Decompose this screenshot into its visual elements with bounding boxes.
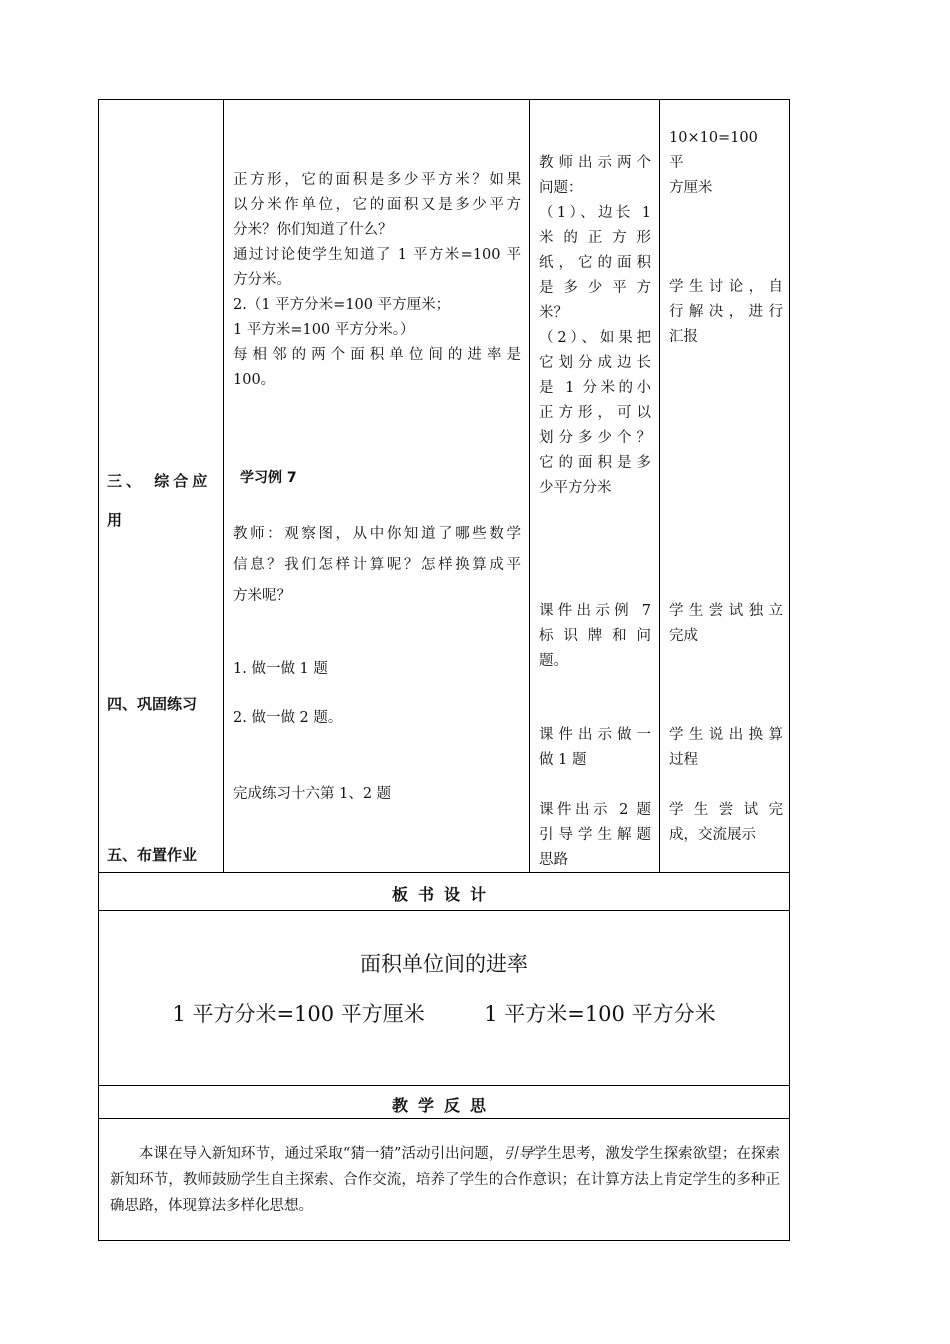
student-line: 成，交流展示 — [669, 827, 756, 843]
teacher-question — [233, 519, 521, 612]
student-line: 过程 — [669, 752, 698, 768]
teacher-line: 标 识 牌 和 问 — [539, 628, 651, 644]
content-line: 方分米。 — [233, 272, 291, 288]
teacher-activity-questions — [539, 151, 651, 501]
homework: 完成练习十六第 1、2 题 — [233, 786, 392, 802]
section-4-title: 四、巩固练习 — [107, 695, 198, 713]
teacher-line: 少平方分米 — [539, 480, 612, 496]
content-line: 方米呢？ — [233, 588, 291, 604]
row-divider — [99, 910, 789, 911]
teaching-reflection-header: 教学反思 — [391, 1096, 496, 1115]
content-line: 100。 — [233, 372, 276, 388]
student-line: 行解决，进行 — [669, 304, 783, 320]
example-title: 学习例 7 — [240, 470, 297, 486]
content-line: 正方形，它的面积是多少平方米？如果 — [233, 172, 521, 188]
teacher-line: （1）、边长 1 — [539, 205, 651, 221]
teacher-line: 米 的 正 方 形 — [539, 230, 651, 246]
teacher-line: 课件出示做一 — [539, 727, 651, 743]
student-line: 完成 — [669, 628, 698, 644]
exercise-1: 1. 做一做 1 题 — [233, 661, 328, 677]
student-activity-complete — [669, 798, 783, 848]
content-line: 分米？你们知道了什么？ — [233, 222, 393, 238]
teacher-line: 课件出示例 7 — [539, 603, 651, 619]
reflection-text — [110, 1141, 780, 1219]
section-3-title-line2: 用 — [107, 511, 123, 529]
content-line: 2.（1 平方分米=100 平方厘米； — [233, 297, 451, 313]
teacher-line: 是 1 分米的小 — [539, 380, 651, 396]
student-line: 学生说出换算 — [669, 727, 783, 743]
student-activity-discuss — [669, 275, 783, 350]
student-line: 学生尝试独立 — [669, 603, 783, 619]
reflection-text-italic: 引导 — [503, 1146, 533, 1162]
content-line: 通过讨论使学生知道了 1 平方米=100 平 — [233, 247, 521, 263]
content-line: 信息？我们怎样计算呢？怎样换算成平 — [233, 557, 521, 573]
board-design-header: 板书设计 — [391, 885, 496, 904]
column-divider — [529, 99, 530, 872]
teacher-line: 它的面积是多 — [539, 455, 651, 471]
teacher-line: 教师出示两个 — [539, 155, 651, 171]
student-calc — [669, 126, 783, 201]
content-line: 以分米作单位，它的面积又是多少平方 — [233, 197, 521, 213]
column-divider — [659, 99, 660, 872]
teacher-line: 是 多 少 平 方 — [539, 280, 651, 296]
board-title: 面积单位间的进率 — [360, 952, 528, 976]
teacher-line: 做 1 题 — [539, 752, 587, 768]
exercise-2: 2. 做一做 2 题。 — [233, 710, 343, 726]
teacher-activity-example — [539, 599, 651, 674]
student-line: 汇报 — [669, 329, 698, 345]
board-formula-1: 1 平方分米=100 平方厘米 — [172, 1002, 425, 1026]
teacher-activity-exercise — [539, 723, 651, 773]
teacher-activity-homework — [539, 798, 651, 873]
teacher-line: 正方形，可以 — [539, 405, 651, 421]
content-line: 1 平方米=100 平方分米。） — [233, 322, 415, 338]
student-line: 方厘米 — [669, 180, 713, 196]
student-line: 学生讨论，自 — [669, 279, 783, 295]
row-divider — [99, 1085, 789, 1086]
teacher-line: 米？ — [539, 305, 568, 321]
row-divider — [99, 1118, 789, 1119]
student-line: 10×10=100 平 — [669, 130, 773, 171]
teacher-line: 划分多少个？ — [539, 430, 651, 446]
teacher-line: 纸，它的面积 — [539, 255, 651, 271]
reflection-text-part1: 本课在导入新知环节，通过采取“猜一猜”活动引出问题， — [139, 1146, 504, 1162]
teacher-line: 思路 — [539, 852, 568, 868]
teacher-line: 它划分成边长 — [539, 355, 651, 371]
teacher-line: 引导学生解题 — [539, 827, 651, 843]
content-line: 每相邻的两个面积单位间的进率是 — [233, 347, 521, 363]
student-activity-explain — [669, 723, 783, 773]
teacher-line: 题。 — [539, 653, 568, 669]
section-5-title: 五、布置作业 — [107, 846, 198, 864]
teacher-line: （2）、如果把 — [539, 330, 651, 346]
content-paragraph — [233, 168, 521, 393]
reflection-text-part2: 学生思考，激发学生探索欲望；在探索新知环节，教师鼓励学生自主探索、合作交流，培养了学生的合作意识；在计算方法上肯定学生的多种正确思路，体现算法多样化思想。 — [110, 1146, 781, 1214]
board-formulas — [99, 998, 789, 1028]
column-divider — [223, 99, 224, 872]
teacher-line: 课件出示 2 题 — [539, 802, 651, 818]
section-3-title-line1: 三、 综合应 — [107, 472, 212, 490]
content-line: 教师：观察图，从中你知道了哪些数学 — [233, 526, 521, 542]
student-activity-try — [669, 599, 783, 649]
teacher-line: 问题： — [539, 180, 583, 196]
board-formula-2: 1 平方米=100 平方分米 — [484, 1002, 716, 1026]
student-line: 学 生 尝 试 完 — [669, 802, 783, 818]
row-divider — [99, 872, 789, 873]
